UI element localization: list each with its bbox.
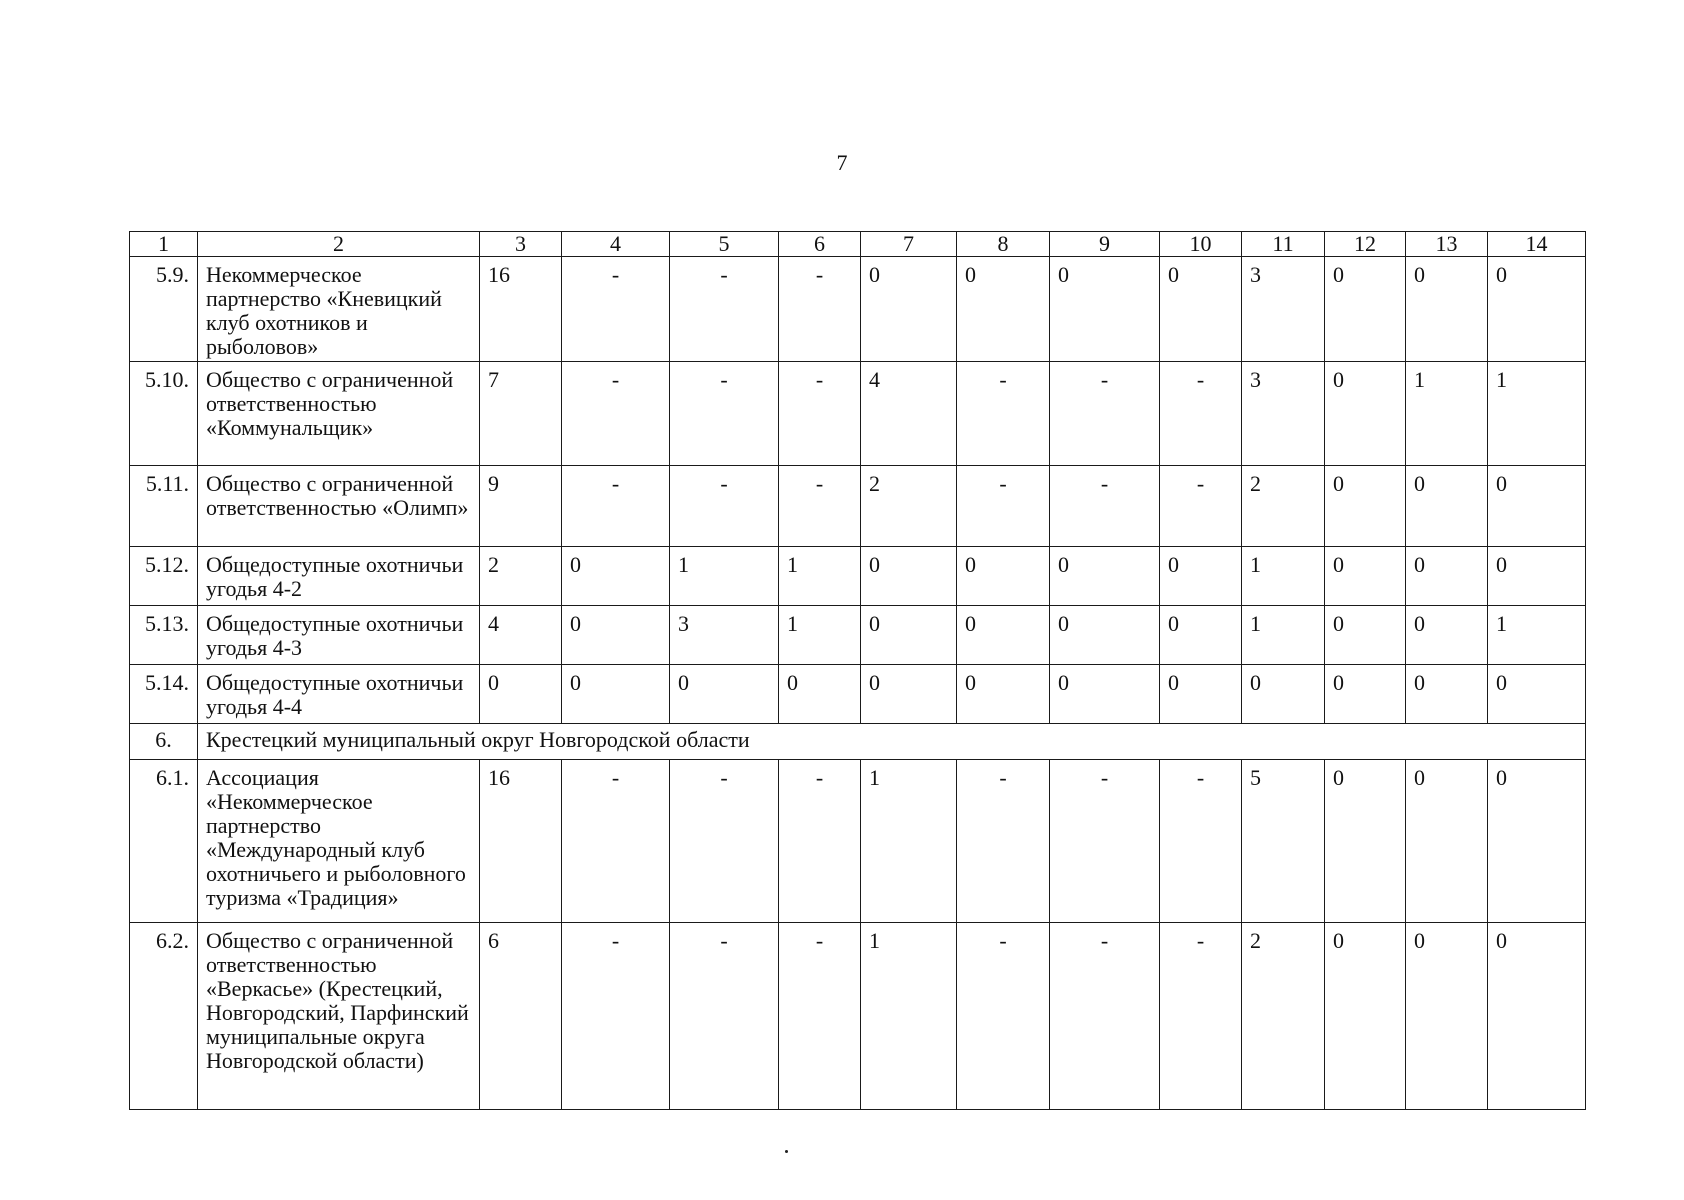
value-cell: -: [957, 466, 1050, 547]
header-cell: 13: [1406, 232, 1488, 257]
value-cell: -: [957, 760, 1050, 923]
value-cell: 1: [1406, 362, 1488, 466]
value-cell: 0: [1160, 547, 1242, 606]
table-row: [130, 466, 1586, 547]
table-row: [130, 606, 1586, 665]
value-cell: -: [670, 257, 779, 362]
value-cell: 1: [861, 923, 957, 1110]
organization-name: Общество с ограниченной ответственностью «Коммунальщик»: [198, 362, 480, 466]
table-row: [130, 547, 1586, 606]
organization-name: Некоммерческое партнерство «Кневицкий клуб охотников и рыболовов»: [198, 257, 480, 362]
value-cell: 0: [957, 257, 1050, 362]
value-cell: 0: [1406, 606, 1488, 665]
value-cell: 0: [1488, 665, 1586, 724]
value-cell: -: [1050, 466, 1160, 547]
value-cell: 0: [480, 665, 562, 724]
section-row: [130, 724, 1586, 760]
value-cell: 0: [1406, 257, 1488, 362]
value-cell: 2: [861, 466, 957, 547]
value-cell: 0: [1325, 547, 1406, 606]
header-cell: 6: [779, 232, 861, 257]
value-cell: -: [779, 257, 861, 362]
header-cell: 3: [480, 232, 562, 257]
value-cell: 0: [1325, 362, 1406, 466]
organization-name: Общество с ограниченной ответственностью «Веркасье» (Крестецкий, Новгородский, Парфинский муниципальные округа Новгородской области): [198, 923, 480, 1110]
value-cell: 3: [1242, 257, 1325, 362]
table-row: [130, 257, 1586, 362]
value-cell: 1: [1488, 362, 1586, 466]
value-cell: -: [670, 760, 779, 923]
value-cell: 0: [1050, 547, 1160, 606]
value-cell: 0: [1406, 923, 1488, 1110]
value-cell: 5: [1242, 760, 1325, 923]
value-cell: 0: [1325, 606, 1406, 665]
value-cell: -: [1160, 466, 1242, 547]
header-row: [130, 232, 1586, 257]
value-cell: 0: [957, 547, 1050, 606]
value-cell: -: [562, 257, 670, 362]
value-cell: 0: [779, 665, 861, 724]
value-cell: 0: [1488, 923, 1586, 1110]
organization-name: Общедоступные охотничьи угодья 4-4: [198, 665, 480, 724]
value-cell: 0: [1488, 547, 1586, 606]
value-cell: 0: [1050, 665, 1160, 724]
value-cell: 0: [957, 665, 1050, 724]
value-cell: 0: [1050, 257, 1160, 362]
value-cell: 0: [1325, 923, 1406, 1110]
value-cell: 9: [480, 466, 562, 547]
value-cell: 0: [1160, 665, 1242, 724]
header-cell: 12: [1325, 232, 1406, 257]
value-cell: -: [779, 362, 861, 466]
value-cell: 0: [670, 665, 779, 724]
value-cell: -: [1050, 923, 1160, 1110]
value-cell: 1: [1242, 547, 1325, 606]
value-cell: -: [562, 466, 670, 547]
value-cell: 0: [861, 547, 957, 606]
value-cell: -: [1160, 760, 1242, 923]
data-table: [129, 231, 1586, 1110]
value-cell: 1: [861, 760, 957, 923]
row-number: 6.2.: [130, 923, 198, 1110]
value-cell: 16: [480, 760, 562, 923]
value-cell: 16: [480, 257, 562, 362]
row-number: 6.: [130, 724, 198, 760]
value-cell: -: [1160, 923, 1242, 1110]
value-cell: -: [670, 923, 779, 1110]
header-cell: 11: [1242, 232, 1325, 257]
value-cell: 0: [1488, 257, 1586, 362]
value-cell: 0: [1406, 466, 1488, 547]
header-cell: 8: [957, 232, 1050, 257]
value-cell: 4: [480, 606, 562, 665]
value-cell: 1: [1242, 606, 1325, 665]
value-cell: 0: [1160, 606, 1242, 665]
value-cell: 0: [1325, 665, 1406, 724]
table-row: [130, 362, 1586, 466]
value-cell: 0: [1160, 257, 1242, 362]
value-cell: -: [1050, 760, 1160, 923]
value-cell: 0: [1325, 466, 1406, 547]
value-cell: -: [779, 466, 861, 547]
value-cell: -: [670, 466, 779, 547]
value-cell: -: [957, 923, 1050, 1110]
table-row: [130, 923, 1586, 1110]
row-number: 5.12.: [130, 547, 198, 606]
organization-name: Общедоступные охотничьи угодья 4-2: [198, 547, 480, 606]
row-number: 5.10.: [130, 362, 198, 466]
value-cell: 1: [670, 547, 779, 606]
value-cell: 0: [861, 257, 957, 362]
value-cell: 0: [861, 665, 957, 724]
value-cell: 0: [562, 606, 670, 665]
value-cell: 0: [1406, 760, 1488, 923]
value-cell: 1: [779, 606, 861, 665]
value-cell: -: [562, 923, 670, 1110]
value-cell: 3: [670, 606, 779, 665]
header-cell: 14: [1488, 232, 1586, 257]
value-cell: -: [779, 760, 861, 923]
value-cell: -: [1050, 362, 1160, 466]
value-cell: -: [1160, 362, 1242, 466]
value-cell: 0: [1406, 547, 1488, 606]
value-cell: -: [562, 760, 670, 923]
value-cell: 0: [957, 606, 1050, 665]
table-body: [130, 257, 1586, 1110]
value-cell: 3: [1242, 362, 1325, 466]
organization-name: Общество с ограниченной ответственностью «Олимп»: [198, 466, 480, 547]
header-cell: 9: [1050, 232, 1160, 257]
organization-name: Ассоциация «Некоммерческое партнерство «Международный клуб охотничьего и рыболовного туризма «Традиция»: [198, 760, 480, 923]
value-cell: 0: [1325, 760, 1406, 923]
value-cell: 2: [1242, 466, 1325, 547]
value-cell: 0: [1406, 665, 1488, 724]
value-cell: 0: [1050, 606, 1160, 665]
row-number: 5.14.: [130, 665, 198, 724]
row-number: 5.13.: [130, 606, 198, 665]
value-cell: 0: [1488, 466, 1586, 547]
value-cell: 0: [1488, 760, 1586, 923]
value-cell: -: [779, 923, 861, 1110]
footer-dot: [785, 1150, 788, 1153]
value-cell: 2: [480, 547, 562, 606]
value-cell: 6: [480, 923, 562, 1110]
value-cell: -: [957, 362, 1050, 466]
row-number: 6.1.: [130, 760, 198, 923]
value-cell: -: [562, 362, 670, 466]
header-cell: 5: [670, 232, 779, 257]
value-cell: 1: [1488, 606, 1586, 665]
value-cell: -: [670, 362, 779, 466]
value-cell: 0: [1242, 665, 1325, 724]
table-row: [130, 665, 1586, 724]
value-cell: 7: [480, 362, 562, 466]
header-cell: 4: [562, 232, 670, 257]
section-title: Крестецкий муниципальный округ Новгородской области: [198, 724, 1586, 760]
value-cell: 4: [861, 362, 957, 466]
header-cell: 10: [1160, 232, 1242, 257]
header-cell: 2: [198, 232, 480, 257]
value-cell: 0: [562, 665, 670, 724]
row-number: 5.11.: [130, 466, 198, 547]
header-cell: 1: [130, 232, 198, 257]
table-row: [130, 760, 1586, 923]
value-cell: 2: [1242, 923, 1325, 1110]
organization-name: Общедоступные охотничьи угодья 4-3: [198, 606, 480, 665]
value-cell: 0: [861, 606, 957, 665]
row-number: 5.9.: [130, 257, 198, 362]
page-number: 7: [836, 150, 848, 175]
value-cell: 1: [779, 547, 861, 606]
value-cell: 0: [562, 547, 670, 606]
value-cell: 0: [1325, 257, 1406, 362]
header-cell: 7: [861, 232, 957, 257]
